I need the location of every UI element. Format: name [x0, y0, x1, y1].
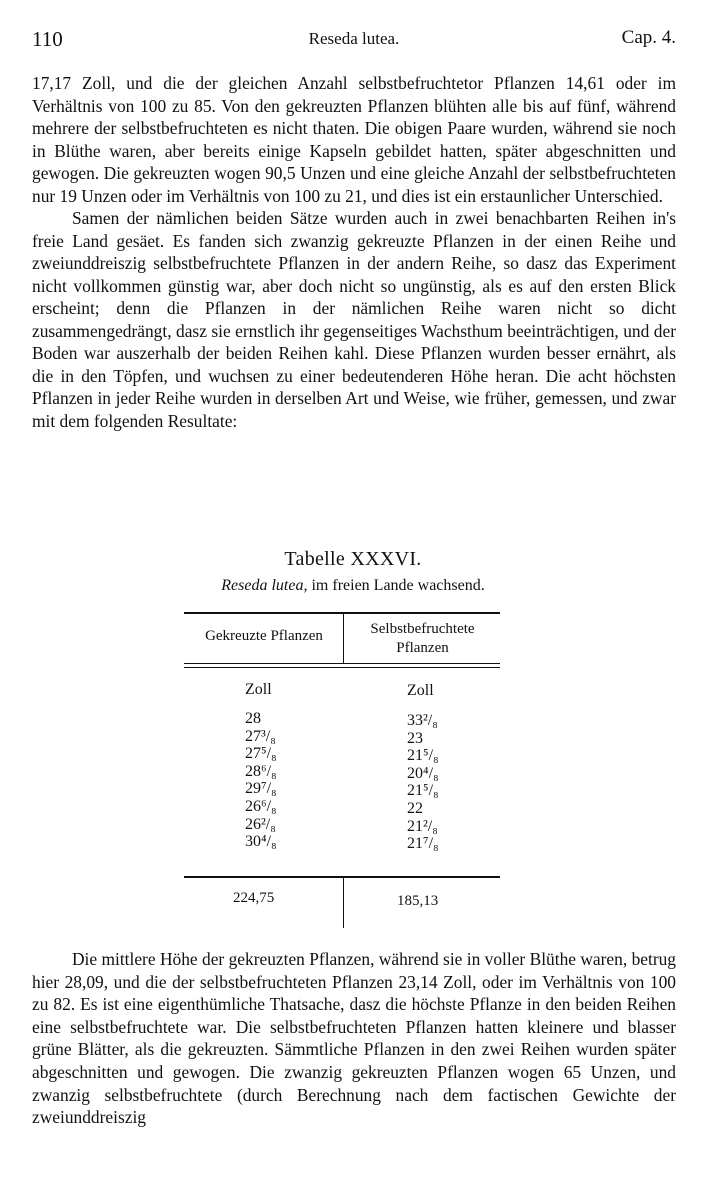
- crossed-height-value: 30⁴/₈: [245, 833, 277, 851]
- crossed-height-value: 28: [245, 710, 261, 727]
- paragraph-results: Die mittlere Höhe der gekreuzten Pflanzen, während sie in voller Blüthe waren, betrug hier 28,09, und die der selbstbefruchteten Pflanzen 23,14 Zoll, oder im Verhältnis von 100 zu 82. Es ist eine eigenthümliche Thatsache, dasz die höchste Pflanze in den beiden Reihen eine selbstbefruchtete war. Die selbstbefruchteten Pflanzen hatten kleinere und blasser grüne Blätter, als die gekreuzten. Sämmtliche Pflanzen in den zwei Reihen wurden später abgeschnitten und gewogen. Die zwanzig gekreuzten Pflanzen wogen 65 Unzen, und zwanzig selbstbefruchtete (durch Berechnung nach dem factischen Gewichte der zweiunddreiszig: [32, 949, 676, 1128]
- unit-label-self: Zoll: [407, 682, 434, 699]
- self-height-value: 33²/₈: [407, 712, 438, 729]
- totals-rule: [184, 876, 500, 878]
- unit-label-crossed: Zoll: [245, 681, 272, 698]
- self-height-value: 21⁵/₈: [407, 747, 439, 765]
- body-text-top: [32, 72, 676, 432]
- crossed-height-value: 28⁶/₈: [245, 762, 277, 780]
- self-height-value: 21⁵/₈: [407, 782, 439, 800]
- values-crossed: [245, 710, 277, 851]
- header-rule-2: [184, 667, 500, 668]
- column-header-self: Selbstbefruchtete Pflanzen: [370, 621, 475, 656]
- values-self: [407, 712, 439, 853]
- total-self: 185,13: [397, 893, 439, 909]
- self-height-value: 22: [407, 799, 423, 817]
- crossed-height-value: 29⁷/₈: [245, 780, 277, 798]
- total-crossed: 224,75: [233, 890, 275, 906]
- column-header-crossed: Gekreuzte Pflanzen: [205, 628, 323, 644]
- body-text-bottom: [32, 948, 676, 1129]
- crossed-height-value: 27⁵/₈: [245, 745, 277, 763]
- paragraph-continuation: 17,17 Zoll, und die der gleichen Anzahl selbstbefruchtetor Pflanzen 14,61 oder im Verhältnis von 100 zu 85. Von den gekreuzten Pflanzen blühten alle bis auf fünf, während mehrere der selbstbefruchteten es nicht thaten. Die obigen Paare wurden, während sie noch in Blüthe waren, aber bereits einige Kapseln gebildet hatten, später abgeschnitten und gewogen. Die gekreuzten wogen 90,5 Unzen und eine gleiche Anzahl der selbstbefruchteten nur 19 Unzen oder im Verhältnis von 100 zu 21, und dies ist ein erstaunlicher Unterschied.: [32, 73, 676, 206]
- header-rule-1: [184, 663, 500, 664]
- self-height-value: 20⁴/₈: [407, 764, 439, 782]
- table-caption: [0, 577, 706, 595]
- page-number: 110: [32, 27, 63, 51]
- crossed-height-value: 26⁶/₈: [245, 797, 277, 815]
- running-title: Reseda lutea.: [308, 29, 400, 48]
- self-height-value: 21⁷/₈: [407, 835, 439, 853]
- table-top-rule: [184, 612, 500, 614]
- self-height-value: 21²/₈: [407, 817, 438, 835]
- paragraph-experiment: Samen der nämlichen beiden Sätze wurden auch in zwei benachbarten Reihen in's freie Land gesäet. Es fanden sich zwanzig gekreuzte Pflanzen in der einen Reihe und zweiunddreiszig selbstbefruchtete Pflanzen in der andern Reihe, so dasz das Experiment nicht vollkommen günstig war, aber doch nicht so ungünstig, als es auf den ersten Blick erscheint; denn die Pflanzen in der nämlichen Reihe waren nicht so dicht zusammengedrängt, dasz sie ernstlich ihr gegenseitiges Wachsthum beeinträchtigen, und der Boden war auszerhalb der beiden Reihen kahl. Diese Pflanzen wurden besser ernährt, als die in den Töpfen, und wuchsen zu einer bedeutenderen Höhe heran. Die acht höchsten Pflanzen in jeder Reihe wurden in derselben Art und Weise, wie früher, gemessen, und zwar mit dem folgenden Resultate:: [32, 208, 676, 431]
- crossed-height-value: 27³/₈: [245, 727, 276, 745]
- column-divider-header: [343, 614, 344, 664]
- running-head: [32, 27, 676, 53]
- caption-text: im freien Lande wachsend.: [307, 577, 485, 594]
- chapter-label: Cap. 4.: [621, 27, 676, 48]
- crossed-height-value: 26²/₈: [245, 815, 276, 833]
- column-divider-totals: [343, 878, 344, 928]
- table-title: Tabelle XXXVI.: [284, 548, 422, 570]
- self-height-value: 23: [407, 729, 423, 747]
- caption-species: Reseda lutea,: [221, 577, 308, 594]
